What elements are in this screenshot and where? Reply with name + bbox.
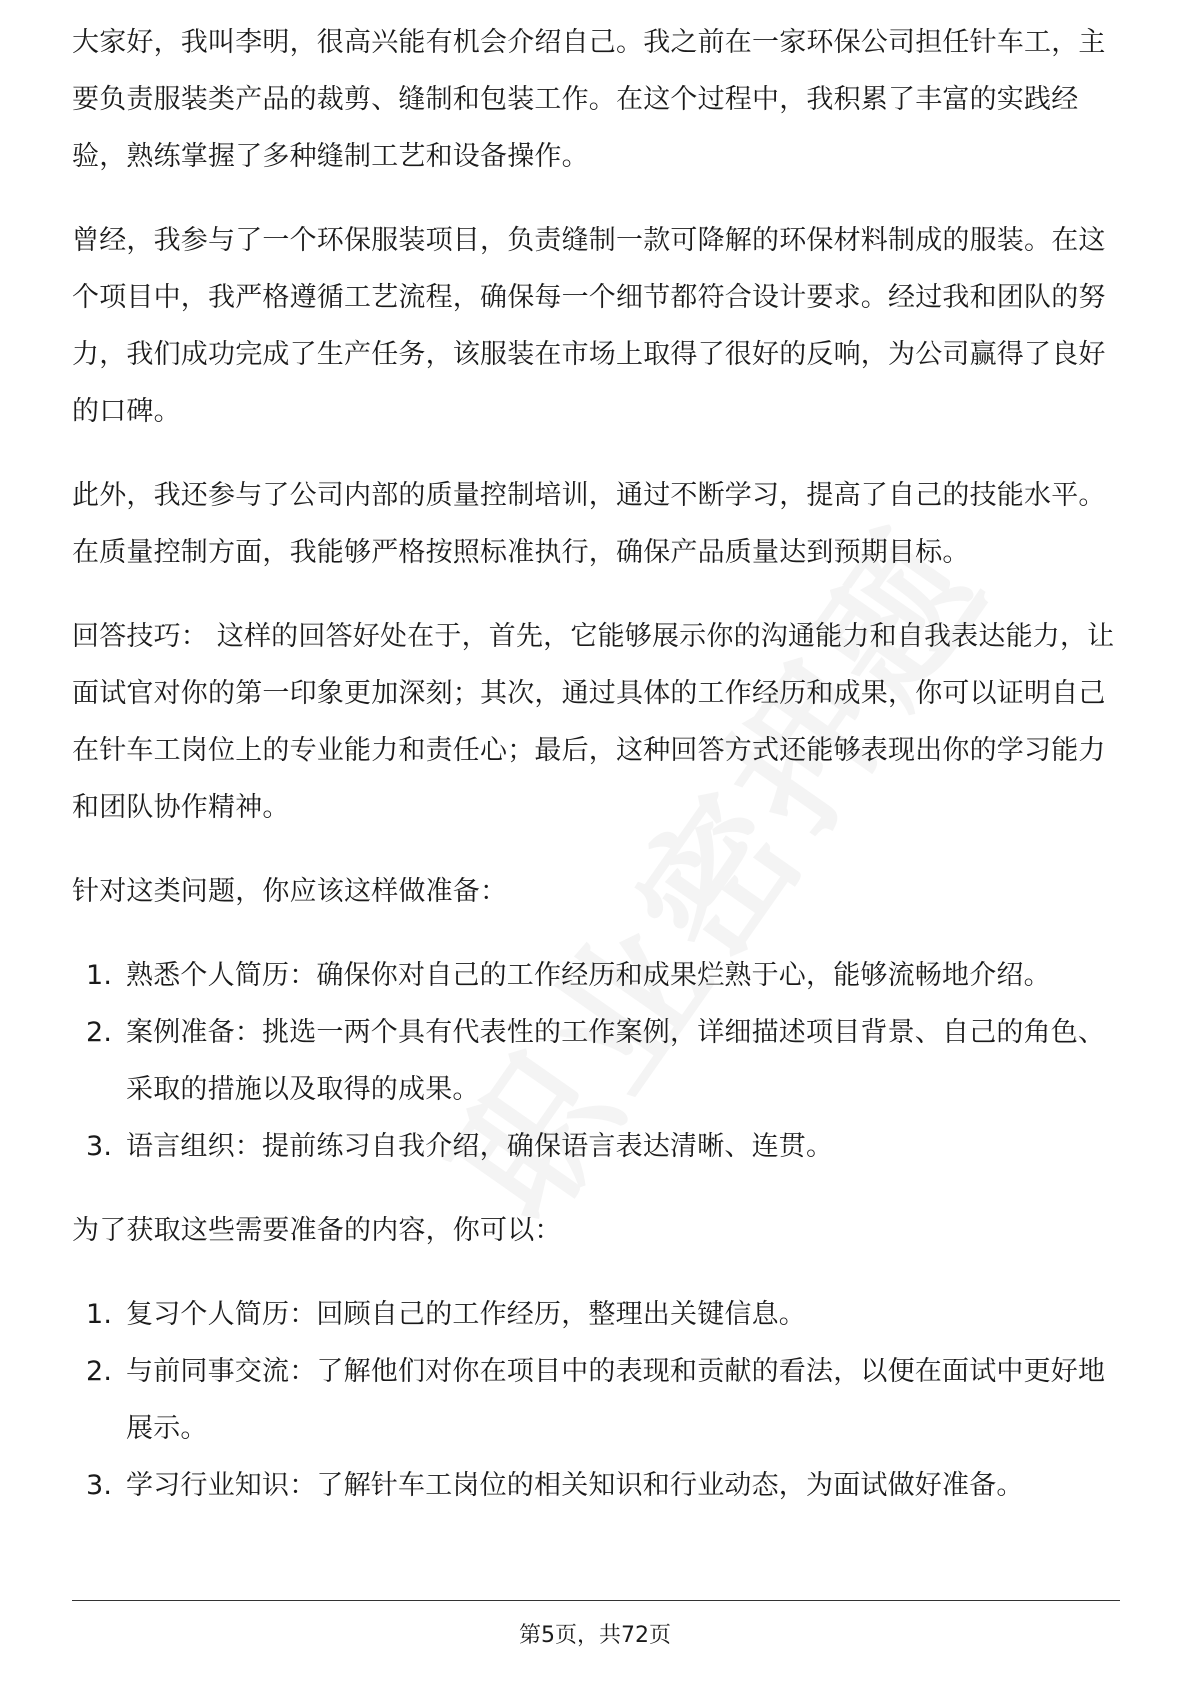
list-text: 案例准备：挑选一两个具有代表性的工作案例，详细描述项目背景、自己的角色、采取的措施以及取得的成果。 bbox=[126, 1017, 1106, 1105]
list-number: 1. bbox=[86, 960, 113, 991]
paragraph-project: 曾经，我参与了一个环保服装项目，负责缝制一款可降解的环保材料制成的服装。在这个项目中，我严格遵循工艺流程，确保每一个细节都符合设计要求。经过我和团队的努力，我们成功完成了生产任务，该服装在市场上取得了很好的反响，为公司赢得了良好的口碑。 bbox=[72, 225, 1106, 427]
list-item bbox=[72, 1457, 1120, 1514]
list-number: 2. bbox=[86, 1356, 113, 1387]
list-number: 3. bbox=[86, 1131, 113, 1162]
list-number: 1. bbox=[86, 1299, 113, 1330]
footer-divider bbox=[72, 1600, 1120, 1601]
paragraph-training: 此外，我还参与了公司内部的质量控制培训，通过不断学习，提高了自己的技能水平。在质量控制方面，我能够严格按照标准执行，确保产品质量达到预期目标。 bbox=[72, 480, 1106, 568]
list-number: 3. bbox=[86, 1470, 113, 1501]
list-text: 语言组织：提前练习自我介绍，确保语言表达清晰、连贯。 bbox=[126, 1131, 834, 1162]
list-item bbox=[72, 1343, 1120, 1457]
paragraph-prep-heading: 针对这类问题，你应该这样做准备： bbox=[72, 876, 508, 907]
list-item bbox=[72, 1118, 1120, 1175]
list-text: 熟悉个人简历：确保你对自己的工作经历和成果烂熟于心，能够流畅地介绍。 bbox=[126, 960, 1051, 991]
page-number: 第5页，共72页 bbox=[519, 1623, 671, 1648]
list-item bbox=[72, 1286, 1120, 1343]
paragraph-intro: 大家好，我叫李明，很高兴能有机会介绍自己。我之前在一家环保公司担任针车工，主要负责服装类产品的裁剪、缝制和包装工作。在这个过程中，我积累了丰富的实践经验，熟练掌握了多种缝制工艺和设备操作。 bbox=[72, 27, 1106, 172]
page-content bbox=[72, 28, 1120, 1541]
list-text: 复习个人简历：回顾自己的工作经历，整理出关键信息。 bbox=[126, 1299, 806, 1330]
list-item bbox=[72, 1004, 1120, 1118]
list-text: 学习行业知识：了解针车工岗位的相关知识和行业动态，为面试做好准备。 bbox=[126, 1470, 1024, 1501]
list-text: 与前同事交流：了解他们对你在项目中的表现和贡献的看法，以便在面试中更好地展示。 bbox=[126, 1356, 1106, 1444]
list-number: 2. bbox=[86, 1017, 113, 1048]
list-item bbox=[72, 947, 1120, 1004]
paragraph-obtain-heading: 为了获取这些需要准备的内容，你可以： bbox=[72, 1215, 562, 1246]
obtain-list bbox=[72, 1286, 1120, 1514]
prep-list bbox=[72, 947, 1120, 1175]
paragraph-tips: 回答技巧： 这样的回答好处在于，首先，它能够展示你的沟通能力和自我表达能力，让面试官对你的第一印象更加深刻；其次，通过具体的工作经历和成果，你可以证明自己在针车工岗位上的专业能力和责任心；最后，这种回答方式还能够表现出你的学习能力和团队协作精神。 bbox=[72, 621, 1115, 823]
